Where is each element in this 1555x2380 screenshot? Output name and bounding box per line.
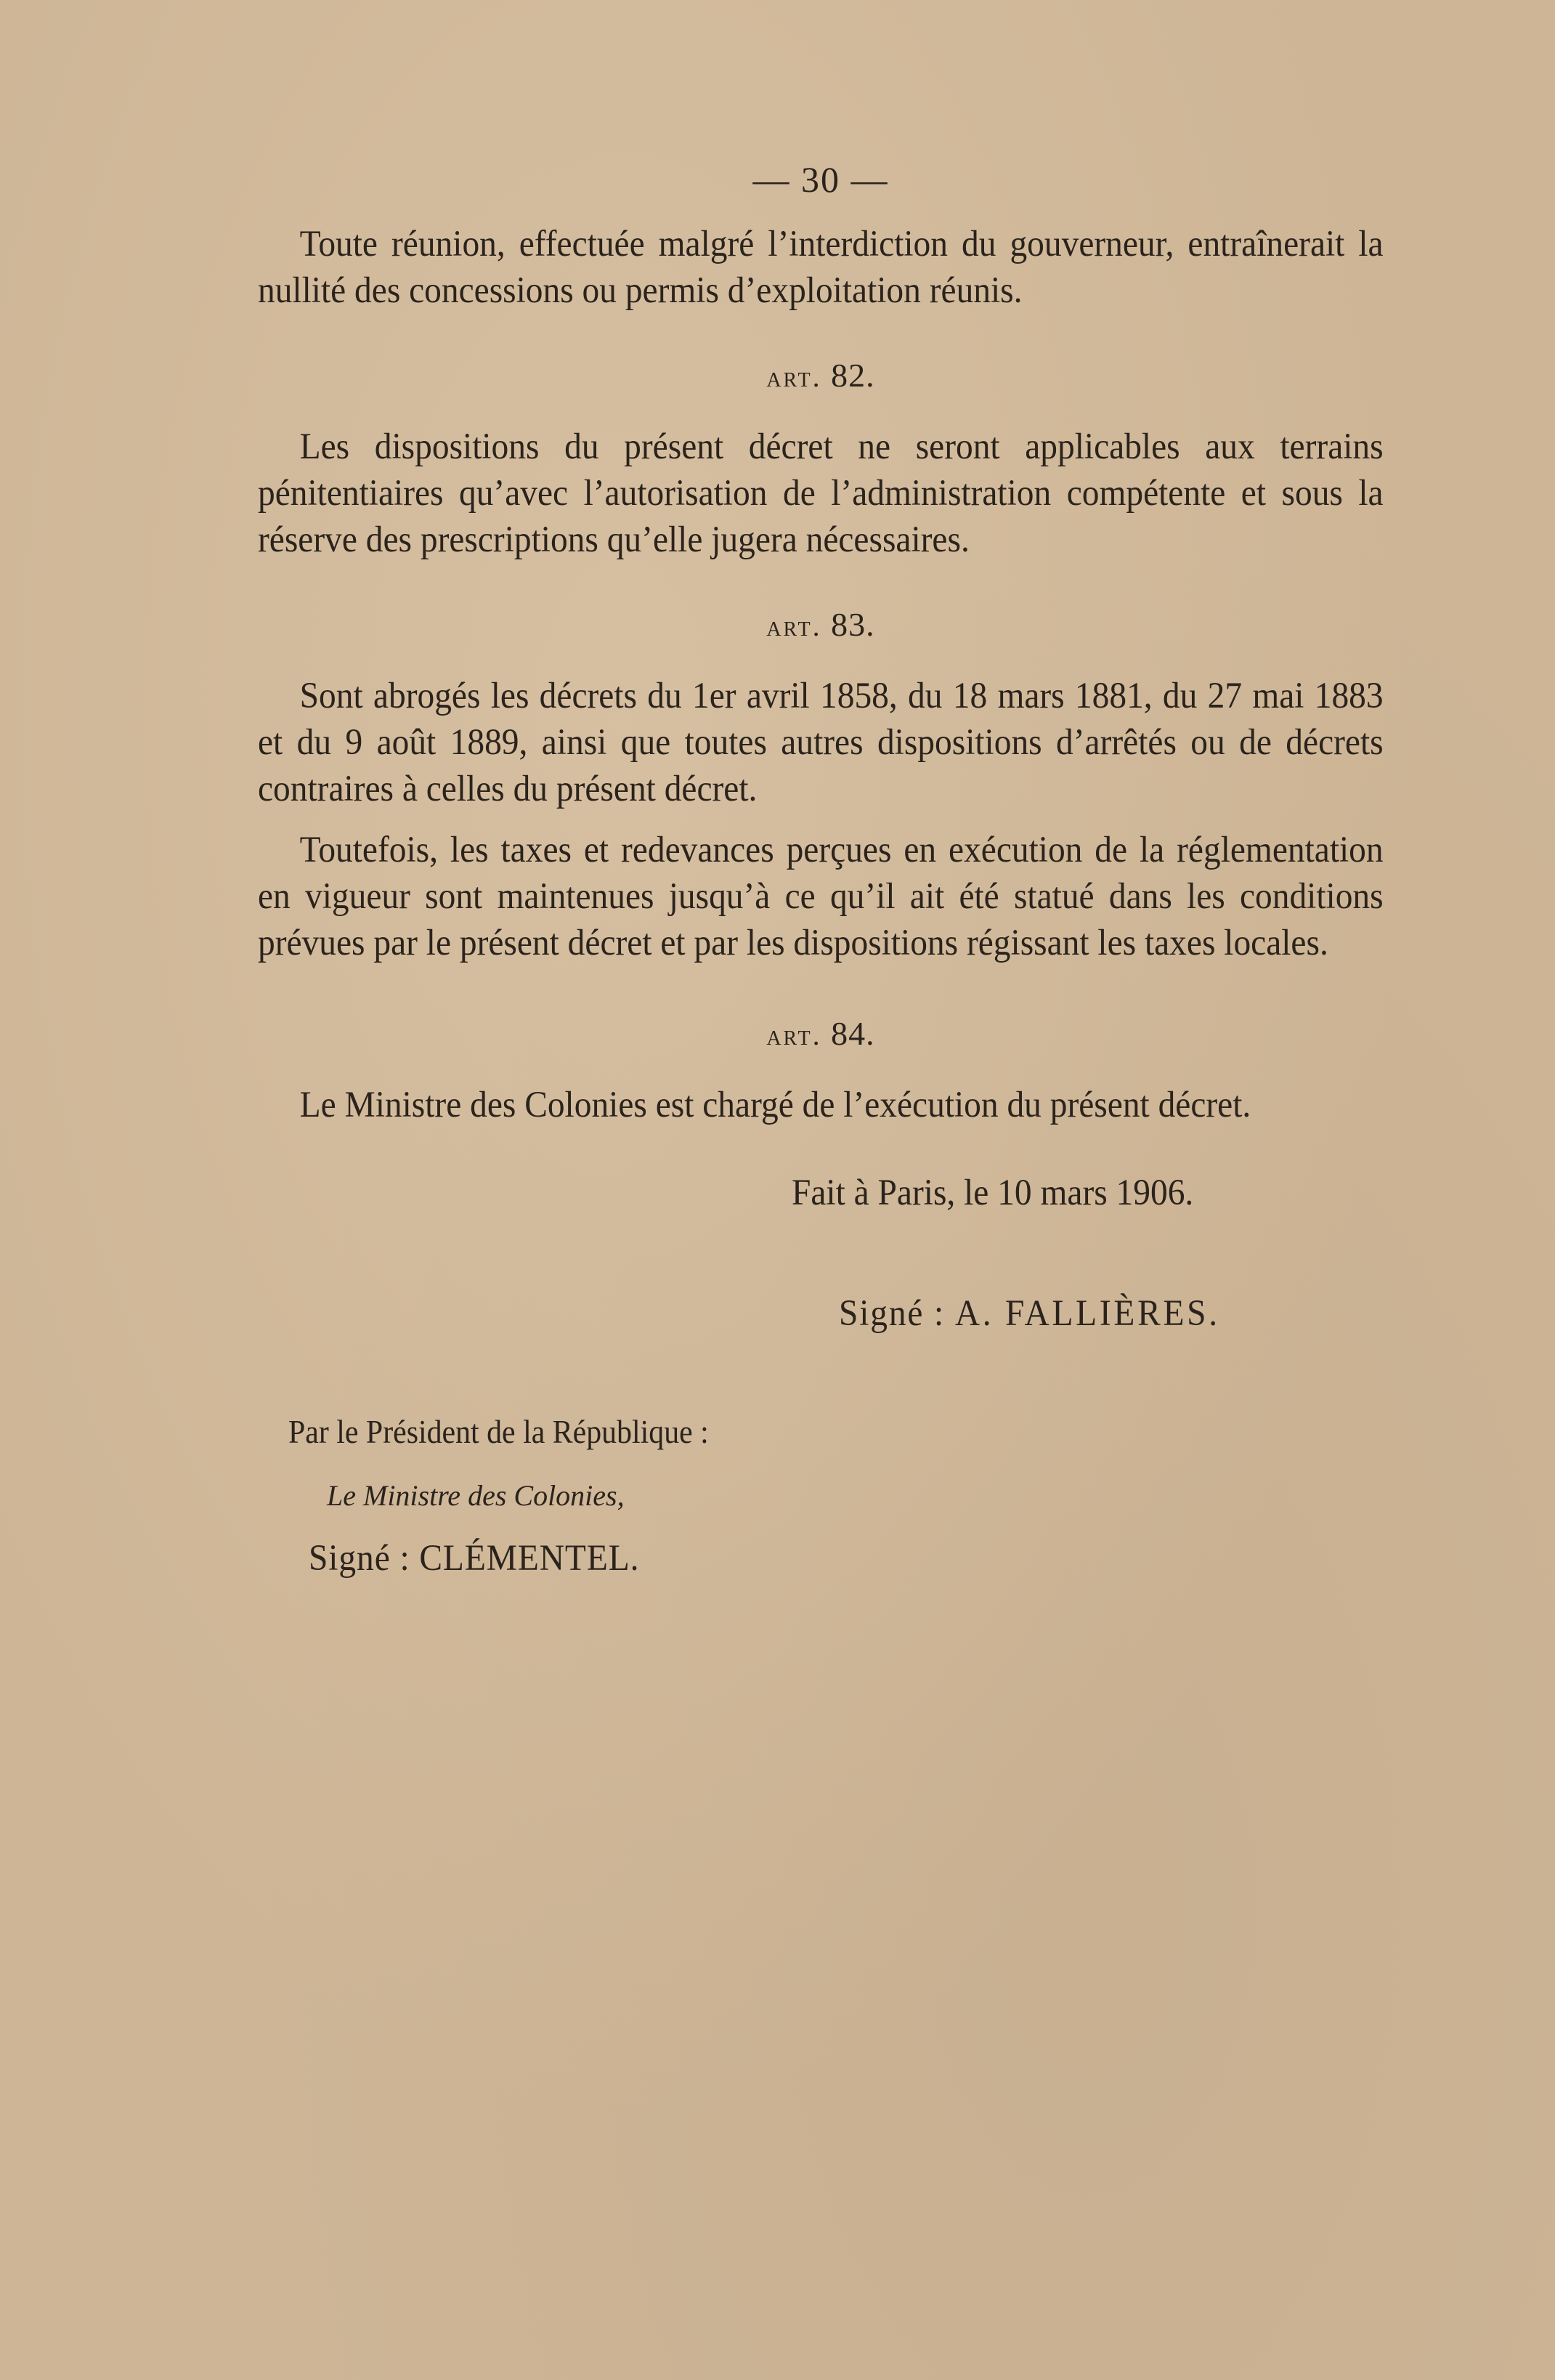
signature-minister: Signé : CLÉMENTEL. [309,1538,640,1579]
signed-name: A. FALLIÈRES. [954,1293,1220,1334]
signature-president [839,1292,1346,1335]
article-label: art. [766,360,822,393]
document-page [258,145,1384,1579]
paragraph-article-83: Sont abrogés les décrets du 1er avril 1858, du 18 mars 1881, du 27 mai 1883 et du 9 août 1889, ainsi que toutes autres dispositions d’arrêtés ou de décrets contraires à celles du présent décret. [258,676,1384,809]
president-line: Par le Président de la République : [288,1414,709,1450]
article-label: art. [766,610,822,642]
page-number: — 30 — [752,159,889,200]
paragraph-article-82: Les dispositions du présent décret ne seront applicables aux terrains pénitentiaires qu’avec l’autorisation de l’administration compétente et sous la réserve des prescriptions qu’elle jugera nécessaires. [258,426,1384,560]
article-number: 84. [831,1015,875,1052]
minister-line: Le Ministre des Colonies, [327,1479,625,1512]
paragraph-reunion: Toute réunion, effectuée malgré l’interdiction du gouverneur, entraînerait la nullité des concessions ou permis d’exploitation réunis. [258,224,1384,311]
article-number: 83. [831,606,875,643]
article-label: art. [766,1019,822,1051]
paragraph-toutefois: Toutefois, les taxes et redevances perçues en exécution de la réglementation en vigueur sont maintenues jusqu’à ce qu’il ait été statué dans les conditions prévues par le présent décret et par les dispositions régissant les taxes locales. [258,830,1384,963]
article-number: 82. [831,357,875,394]
signed-prefix: Signé : [839,1293,946,1334]
article-84-heading [258,1014,1384,1053]
date-line: Fait à Paris, le 10 mars 1906. [792,1173,1194,1213]
article-82-heading [258,356,1384,394]
article-83-heading [258,605,1384,644]
paragraph-article-84: Le Ministre des Colonies est chargé de l’exécution du présent décret. [299,1085,1251,1125]
